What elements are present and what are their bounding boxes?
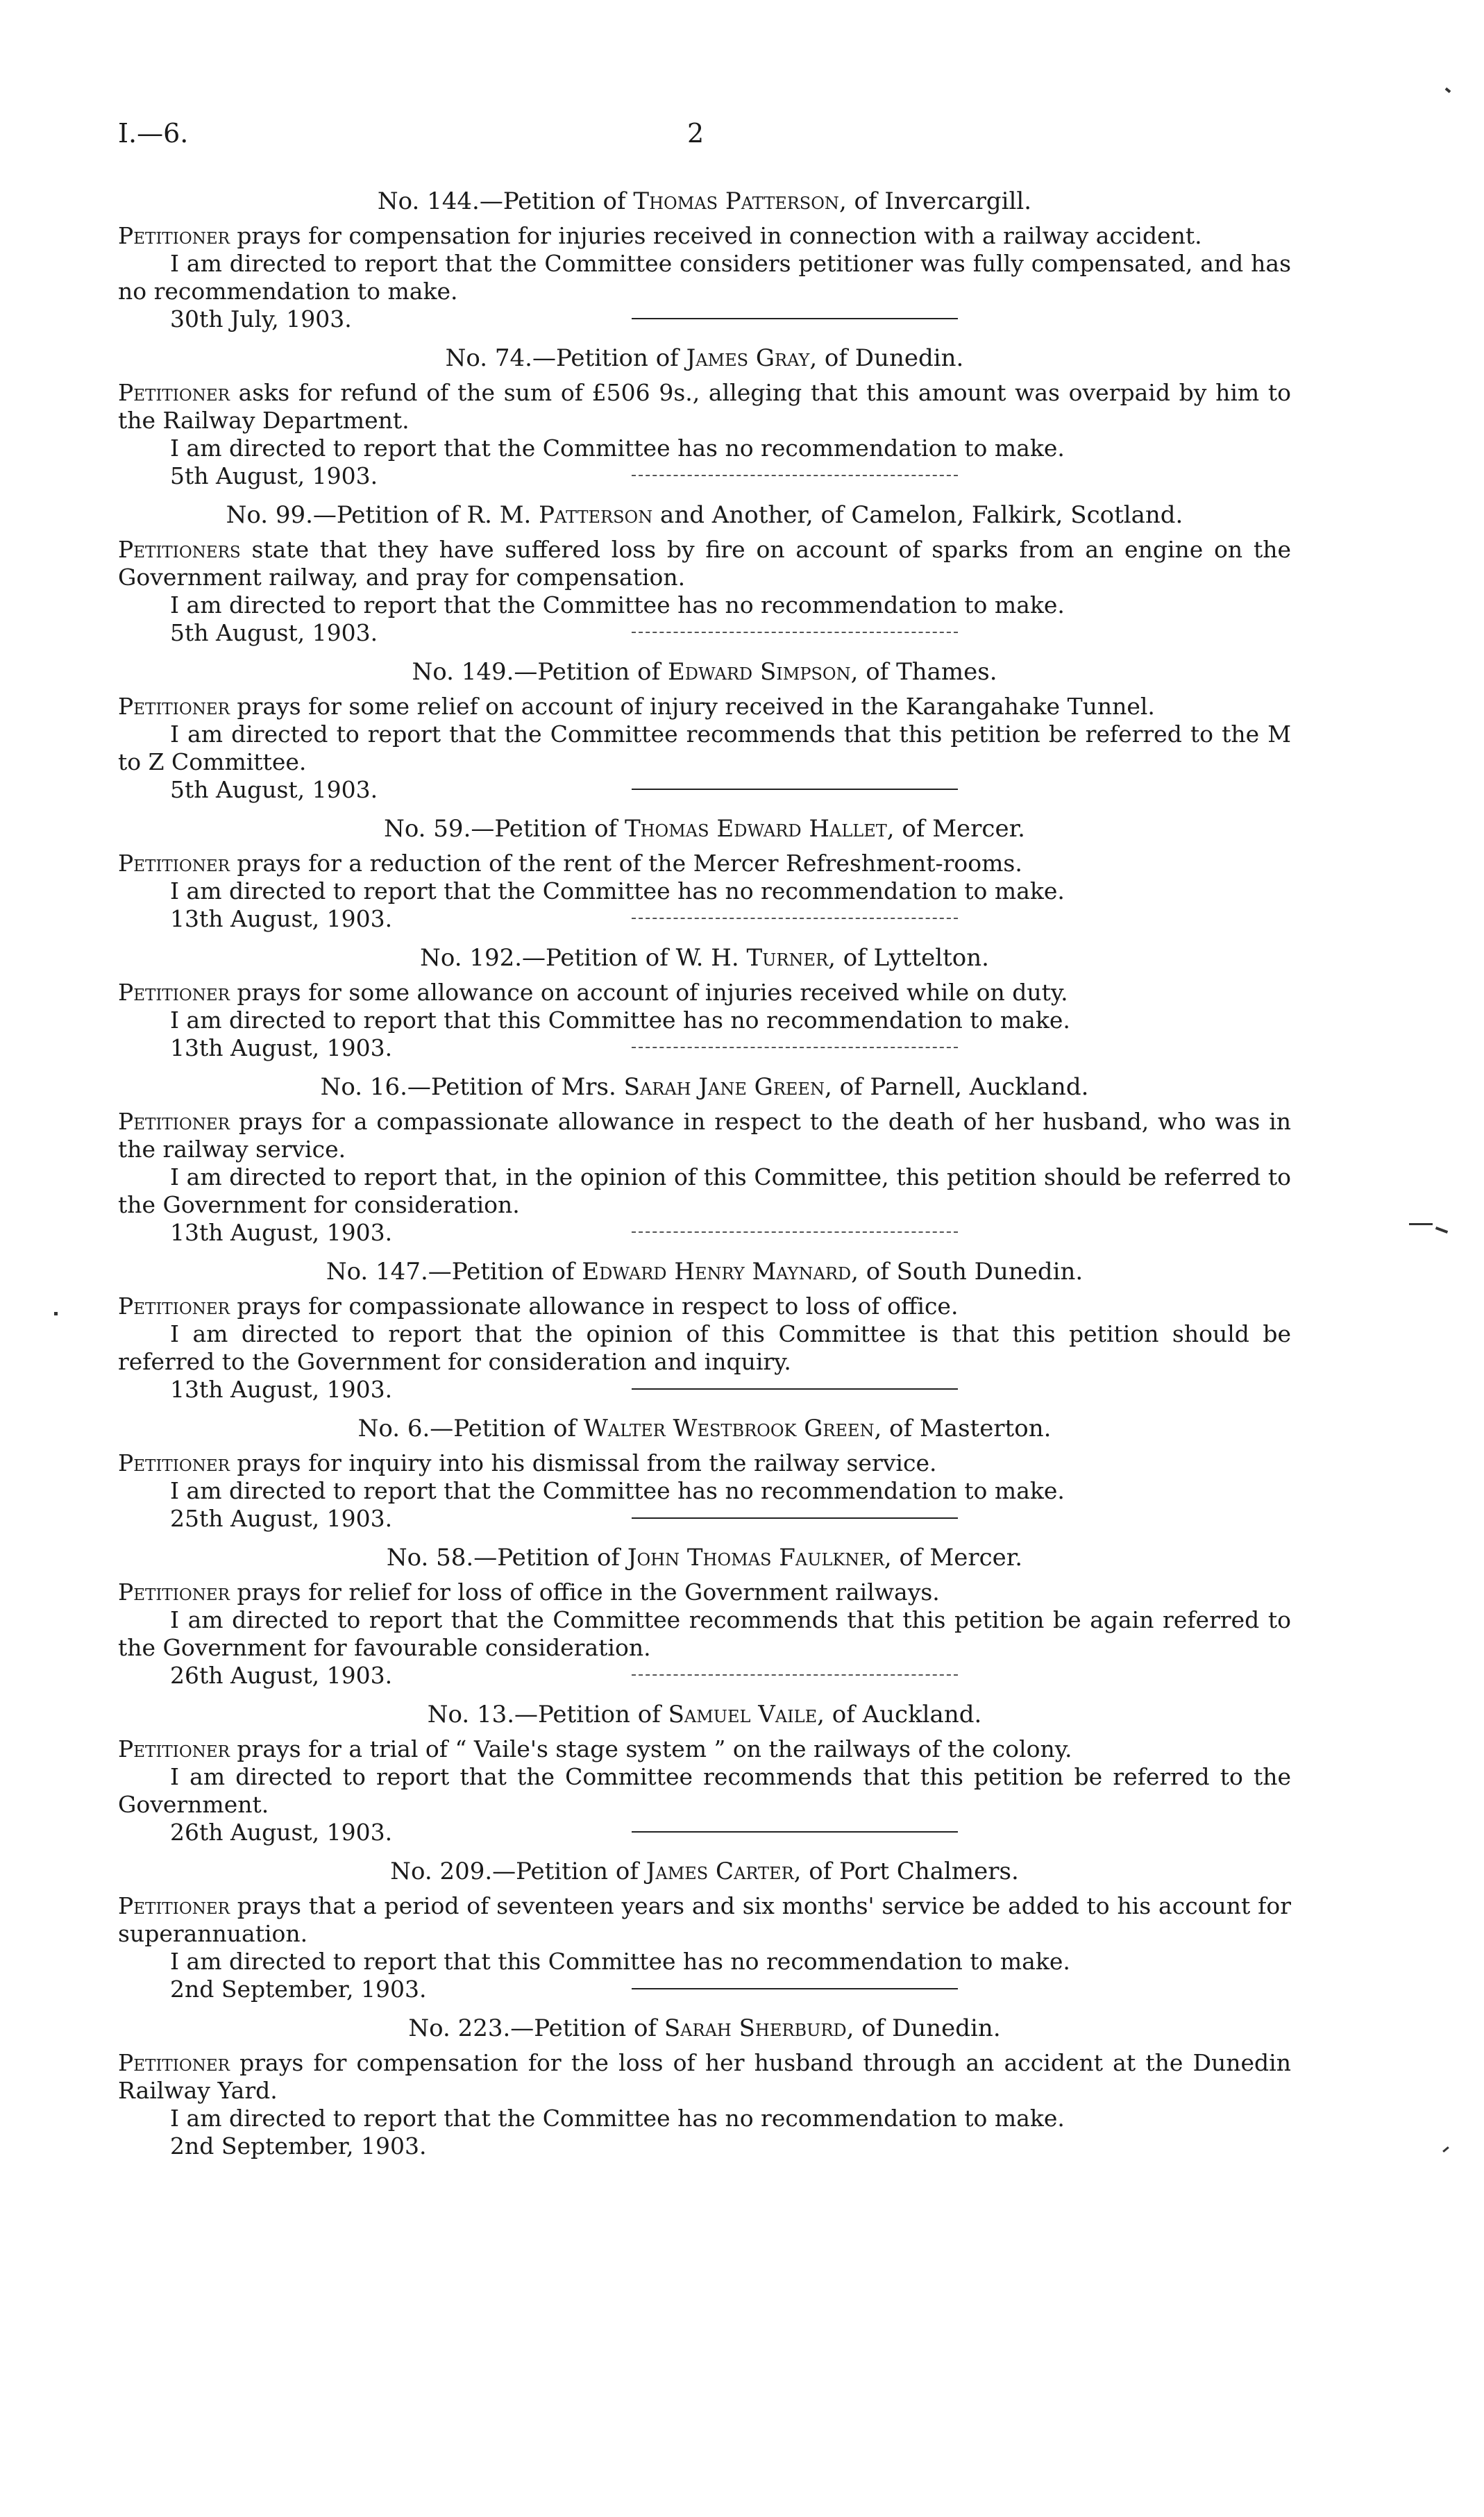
petition-prayer (118, 1735, 1291, 1763)
petitioner-word: Petitioner (118, 2049, 230, 2076)
petitioner-name: Sarah Sherburd (664, 2014, 847, 2042)
petitioner-location: , of Dunedin. (809, 344, 964, 372)
section-divider (632, 789, 958, 790)
petition-entry (118, 657, 1291, 803)
running-header (118, 118, 1354, 160)
petition-title (118, 343, 1291, 373)
committee-report: I am directed to report that the Committee has no recommendation to make. (170, 435, 1065, 462)
committee-report: I am directed to report that the Committee has no recommendation to make. (170, 591, 1065, 618)
petition-prayer (118, 1108, 1291, 1163)
petitioner-name: Edward Simpson (667, 658, 851, 686)
prayer-text: prays for compensation for injuries received in connection with a railway accident. (229, 222, 1202, 249)
petition-number: No. 192.—Petition of W. H. (420, 944, 747, 972)
prayer-text: prays for a compassionate allowance in respect to the death of her husband, who was in the railway service. (118, 1108, 1291, 1163)
petition-number: No. 13.—Petition of (427, 1701, 668, 1728)
petition-number: No. 6.—Petition of (357, 1415, 584, 1442)
section-divider (632, 632, 958, 633)
petitioner-name: John Thomas Faulkner (627, 1544, 884, 1572)
report-date: 13th August, 1903. (170, 1034, 393, 1061)
petitioner-word: Petitioner (118, 1579, 230, 1606)
petition-entry (118, 1072, 1291, 1246)
section-divider (632, 475, 958, 476)
petitioner-word: Petitioner (118, 693, 230, 720)
prayer-text: prays for some relief on account of injury received in the Karangahake Tunnel. (229, 693, 1155, 720)
report-date: 5th August, 1903. (170, 619, 378, 646)
petitioner-location: , of Parnell, Auckland. (824, 1073, 1089, 1101)
petition-number: No. 99.—Petition of R. M. (226, 501, 539, 529)
report-date: 13th August, 1903. (170, 905, 393, 932)
scan-speck (1442, 2146, 1449, 2153)
report-date: 26th August, 1903. (170, 1662, 393, 1689)
petitioner-location: , of Lyttelton. (828, 944, 989, 972)
petition-prayer (118, 379, 1291, 435)
petition-title (118, 1413, 1291, 1444)
committee-report: I am directed to report that the Committee has no recommendation to make. (170, 877, 1065, 904)
petitioner-location: , of Masterton. (874, 1415, 1052, 1442)
petition-number: No. 223.—Petition of (408, 2014, 664, 2042)
committee-report: I am directed to report that the Committee considers petitioner was fully compensated, and has no recommendation to make. (118, 250, 1291, 305)
petition-number: No. 149.—Petition of (412, 658, 668, 686)
petitioner-location: , of Thames. (850, 658, 997, 686)
report-date: 25th August, 1903. (170, 1505, 393, 1532)
petitioner-word: Petitioner (118, 222, 230, 249)
petitioner-word: Petitioner (118, 379, 230, 406)
petition-prayer (118, 1293, 1291, 1320)
committee-report: I am directed to report that the Committee recommends that this petition be referred to the M to Z Committee. (118, 721, 1291, 775)
petition-title (118, 1256, 1291, 1287)
report-date: 26th August, 1903. (170, 1819, 393, 1846)
petition-title (118, 2013, 1291, 2044)
prayer-text: prays for a trial of “ Vaile's stage system ” on the railways of the colony. (229, 1735, 1072, 1762)
report-date: 30th July, 1903. (170, 305, 352, 332)
petition-entry (118, 1256, 1291, 1403)
scan-speck (1409, 1223, 1433, 1225)
petition-title (118, 943, 1291, 973)
section-divider (632, 1388, 958, 1390)
petition-number: No. 59.—Petition of (384, 815, 625, 843)
petition-number: No. 74.—Petition of (445, 344, 686, 372)
prayer-text: prays for relief for loss of office in the Government railways. (229, 1579, 940, 1606)
petition-title (118, 500, 1291, 530)
petitioner-location: and Another, of Camelon, Falkirk, Scotland. (652, 501, 1183, 529)
petitioner-location: , of South Dunedin. (851, 1258, 1084, 1286)
scan-speck (54, 1312, 58, 1315)
petitioner-word: Petitioner (118, 850, 230, 877)
petition-prayer (118, 693, 1291, 721)
committee-report: I am directed to report that this Committee has no recommendation to make. (170, 1007, 1070, 1034)
petitioner-location: , of Dunedin. (846, 2014, 1001, 2042)
prayer-text: prays for compassionate allowance in respect to loss of office. (229, 1293, 959, 1320)
petition-title (118, 186, 1291, 217)
petitioner-location: , of Port Chalmers. (793, 1858, 1019, 1885)
section-divider (632, 1988, 958, 1989)
prayer-text: prays for compensation for the loss of her husband through an accident at the Dunedin Railway Yard. (118, 2049, 1291, 2104)
committee-report: I am directed to report that the Committee recommends that this petition be again referred to the Government for favourable consideration. (118, 1606, 1291, 1661)
petitioner-word: Petitioner (118, 1293, 230, 1320)
committee-report: I am directed to report that this Committee has no recommendation to make. (170, 1948, 1070, 1975)
petition-prayer (118, 979, 1291, 1007)
petition-entry (118, 186, 1291, 332)
section-divider (632, 1047, 958, 1048)
prayer-text: prays for inquiry into his dismissal from the railway service. (229, 1449, 937, 1476)
section-divider (632, 918, 958, 919)
section-divider (632, 318, 958, 319)
petitioner-location: , of Mercer. (886, 815, 1025, 843)
petition-title (118, 1699, 1291, 1730)
petitioner-name: Patterson (539, 501, 653, 529)
petitioner-location: , of Auckland. (817, 1701, 982, 1728)
prayer-text: prays that a period of seventeen years and six months' service be added to his account for superannuation. (118, 1892, 1291, 1947)
committee-report: I am directed to report that, in the opinion of this Committee, this petition should be referred to the Government for consideration. (118, 1163, 1291, 1218)
petitioner-name: Walter Westbrook Green (583, 1415, 875, 1442)
page-reference: I.—6. (118, 118, 189, 149)
petition-number: No. 147.—Petition of (326, 1258, 582, 1286)
section-divider (632, 1231, 958, 1233)
petitioner-name: Turner (746, 944, 829, 972)
prayer-text: state that they have suffered loss by fire on account of sparks from an engine on the Government railway, and pray for compensation. (118, 536, 1291, 591)
report-date: 2nd September, 1903. (170, 1976, 427, 2003)
petition-prayer (118, 1892, 1291, 1948)
petitioner-name: Edward Henry Maynard (582, 1258, 852, 1286)
petition-title (118, 657, 1291, 687)
petition-prayer (118, 536, 1291, 591)
petitioner-word: Petitioners (118, 536, 241, 563)
report-date: 2nd September, 1903. (170, 2132, 427, 2160)
petition-entry (118, 2013, 1291, 2160)
petitioner-word: Petitioner (118, 979, 230, 1006)
petitioner-name: Thomas Edward Hallet (624, 815, 887, 843)
petitions-list (118, 186, 1291, 2160)
petition-entry (118, 943, 1291, 1061)
petition-title (118, 814, 1291, 844)
petition-prayer (118, 2049, 1291, 2105)
petition-title (118, 1856, 1291, 1887)
scan-speck (1445, 87, 1451, 93)
petitioner-location: , of Invercargill. (838, 187, 1032, 215)
petitioner-name: James Carter (646, 1858, 794, 1885)
petition-prayer (118, 850, 1291, 877)
page-number: 2 (687, 118, 705, 149)
petition-entry (118, 1699, 1291, 1846)
petition-number: No. 144.—Petition of (377, 187, 634, 215)
petition-prayer (118, 222, 1291, 250)
petition-entry (118, 1413, 1291, 1532)
petition-prayer (118, 1579, 1291, 1606)
petition-entry (118, 814, 1291, 932)
committee-report: I am directed to report that the opinion of this Committee is that this petition should be referred to the Government for consideration and inquiry. (118, 1320, 1291, 1375)
prayer-text: prays for some allowance on account of injuries received while on duty. (229, 979, 1068, 1006)
petitioner-word: Petitioner (118, 1108, 230, 1135)
petition-entry (118, 500, 1291, 646)
petitioner-word: Petitioner (118, 1449, 230, 1476)
petition-prayer (118, 1449, 1291, 1477)
petitioner-location: , of Mercer. (884, 1544, 1023, 1572)
petitioner-name: Samuel Vaile (668, 1701, 818, 1728)
section-divider (632, 1517, 958, 1519)
petitioner-word: Petitioner (118, 1892, 230, 1919)
petition-entry (118, 1542, 1291, 1689)
prayer-text: prays for a reduction of the rent of the Mercer Refreshment-rooms. (229, 850, 1022, 877)
petition-entry (118, 1856, 1291, 2003)
committee-report: I am directed to report that the Committee has no recommendation to make. (170, 2105, 1065, 2132)
petitioner-word: Petitioner (118, 1735, 230, 1762)
petitioner-name: Sarah Jane Green (623, 1073, 825, 1101)
section-divider (632, 1831, 958, 1833)
petition-title (118, 1542, 1291, 1573)
petitioner-name: James Gray (686, 344, 810, 372)
committee-report: I am directed to report that the Committee has no recommendation to make. (170, 1477, 1065, 1504)
petition-entry (118, 343, 1291, 489)
scan-speck (1435, 1227, 1448, 1234)
report-date: 5th August, 1903. (170, 776, 378, 803)
petition-title (118, 1072, 1291, 1102)
section-divider (632, 1674, 958, 1676)
petition-number: No. 16.—Petition of Mrs. (320, 1073, 624, 1101)
report-date: 13th August, 1903. (170, 1376, 393, 1403)
petition-number: No. 209.—Petition of (390, 1858, 646, 1885)
prayer-text: asks for refund of the sum of £506 9s., alleging that this amount was overpaid by him to the Railway Department. (118, 379, 1291, 434)
report-date: 13th August, 1903. (170, 1219, 393, 1246)
petitioner-name: Thomas Patterson (633, 187, 839, 215)
petition-number: No. 58.—Petition of (386, 1544, 627, 1572)
committee-report: I am directed to report that the Committee recommends that this petition be referred to the Government. (118, 1763, 1291, 1818)
report-date: 5th August, 1903. (170, 462, 378, 489)
